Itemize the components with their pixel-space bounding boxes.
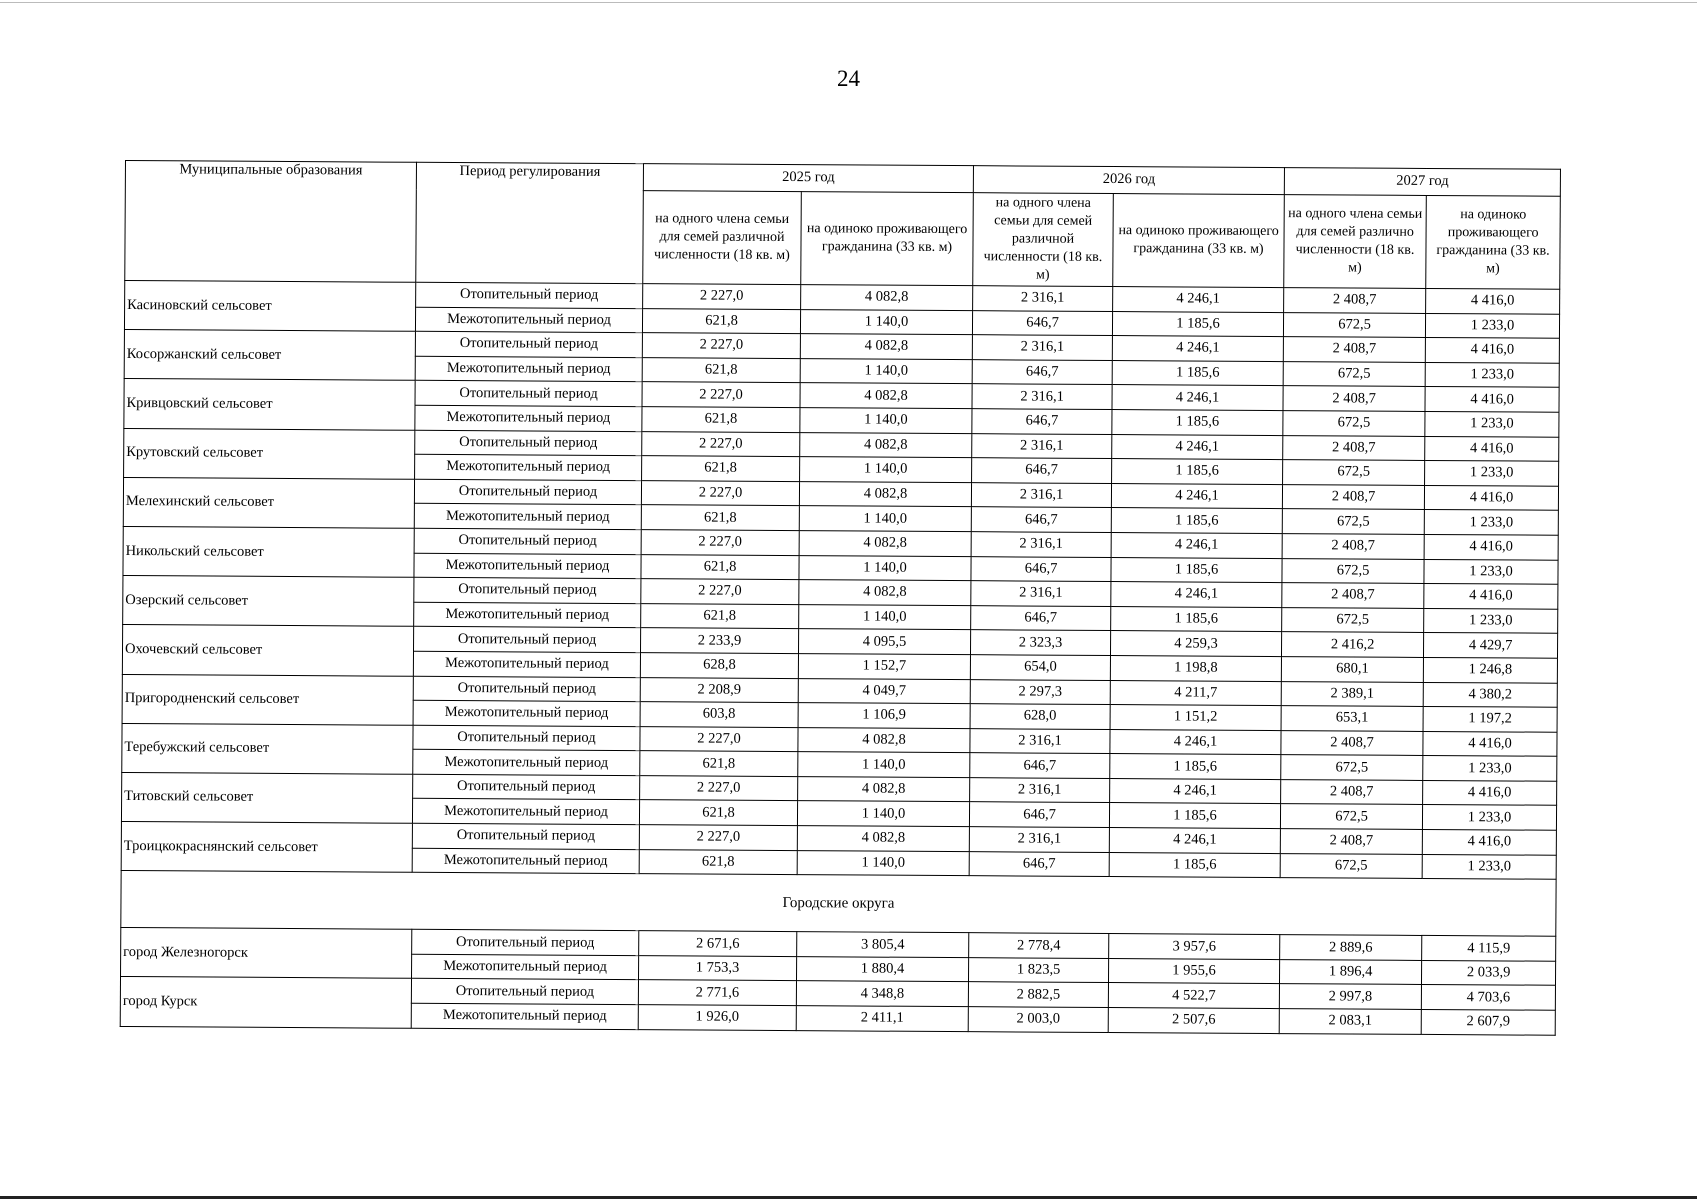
value-2025-single: 1 140,0 <box>799 604 971 630</box>
value-2025-family: 621,8 <box>640 751 798 777</box>
period-non-heating: Межотопительный период <box>413 651 640 677</box>
value-2025-family: 2 233,9 <box>641 628 799 654</box>
value-2025-single: 1 140,0 <box>799 555 971 581</box>
period-non-heating: Межотопительный период <box>415 356 642 382</box>
period-heating: Отопительный период <box>412 823 639 849</box>
header-year-2025: 2025 год <box>643 164 973 193</box>
value-2025-single: 1 140,0 <box>800 358 972 384</box>
value-2026-single: 1 185,6 <box>1111 508 1282 534</box>
value-2027-single: 4 115,9 <box>1422 936 1556 961</box>
value-2027-family: 2 997,8 <box>1279 984 1421 1009</box>
period-heating: Отопительный период <box>415 331 642 357</box>
value-2026-family: 628,0 <box>970 704 1110 729</box>
value-2027-family: 672,5 <box>1281 755 1423 780</box>
value-2027-single: 4 416,0 <box>1426 288 1560 313</box>
value-2027-family: 2 408,7 <box>1284 288 1426 313</box>
value-2027-single: 4 416,0 <box>1425 338 1559 363</box>
period-non-heating: Межотопительный период <box>413 750 640 776</box>
period-non-heating: Межотопительный период <box>412 954 639 980</box>
city-section <box>121 871 1556 937</box>
value-2025-single: 4 049,7 <box>798 678 970 704</box>
value-2025-single: 4 082,8 <box>798 776 970 802</box>
municipality-name: Косоржанский сельсовет <box>124 330 415 381</box>
value-2026-single: 4 246,1 <box>1112 434 1283 460</box>
value-2025-single: 4 082,8 <box>799 481 971 507</box>
city-rows <box>120 928 1556 1035</box>
value-2025-single: 4 082,8 <box>799 531 971 557</box>
header-year-2026: 2026 год <box>973 166 1284 195</box>
value-2027-single: 1 233,0 <box>1422 805 1556 830</box>
value-2025-single: 4 082,8 <box>800 432 972 458</box>
value-2025-family: 2 227,0 <box>641 530 799 556</box>
value-2027-single: 1 233,0 <box>1425 313 1559 338</box>
period-heating: Отопительный период <box>413 774 640 800</box>
period-heating: Отопительный период <box>415 430 642 456</box>
value-2025-family: 603,8 <box>640 702 798 728</box>
municipality-name: Троицкокраснянский сельсовет <box>121 822 412 873</box>
value-2026-family: 646,7 <box>972 310 1112 335</box>
value-2026-single: 1 185,6 <box>1111 606 1282 632</box>
value-2026-family: 2 003,0 <box>968 1007 1108 1032</box>
value-2027-single: 1 246,8 <box>1423 657 1557 682</box>
value-2026-family: 2 316,1 <box>969 827 1109 852</box>
value-2027-family: 2 408,7 <box>1283 337 1425 362</box>
value-2026-single: 4 246,1 <box>1113 287 1284 313</box>
value-2025-single: 4 095,5 <box>798 629 970 655</box>
value-2027-family: 2 408,7 <box>1282 583 1424 608</box>
value-2025-family: 2 227,0 <box>640 726 798 752</box>
period-non-heating: Межотопительный период <box>412 799 639 825</box>
value-2027-single: 4 416,0 <box>1423 731 1557 756</box>
value-2026-single: 4 522,7 <box>1108 983 1279 1009</box>
value-2026-single: 1 185,6 <box>1111 557 1282 583</box>
top-edge-line <box>0 2 1697 3</box>
municipality-name: Кривцовский сельсовет <box>124 379 415 430</box>
value-2026-single: 4 246,1 <box>1110 729 1281 755</box>
value-2025-family: 2 227,0 <box>642 333 800 359</box>
value-2025-family: 2 227,0 <box>641 480 799 506</box>
tariff-table <box>120 160 1561 1035</box>
value-2025-family: 621,8 <box>642 456 800 482</box>
value-2027-family: 2 416,2 <box>1282 632 1424 657</box>
value-2025-family: 2 771,6 <box>638 980 796 1006</box>
value-2027-single: 4 380,2 <box>1423 682 1557 707</box>
value-2025-family: 2 208,9 <box>640 677 798 703</box>
value-2026-family: 646,7 <box>971 507 1111 532</box>
period-non-heating: Межотопительный период <box>415 307 642 333</box>
value-2027-single: 4 416,0 <box>1422 830 1556 855</box>
value-2026-single: 4 246,1 <box>1111 532 1282 558</box>
value-2027-single: 4 416,0 <box>1425 436 1559 461</box>
value-2027-single: 4 416,0 <box>1424 584 1558 609</box>
value-2026-family: 2 316,1 <box>971 532 1111 557</box>
value-2025-single: 4 082,8 <box>797 826 969 852</box>
value-2027-single: 1 233,0 <box>1425 362 1559 387</box>
municipality-name: Касиновский сельсовет <box>124 281 415 332</box>
period-heating: Отопительный период <box>414 577 641 603</box>
value-2026-single: 1 185,6 <box>1112 360 1283 386</box>
value-2025-single: 1 140,0 <box>800 309 972 335</box>
municipality-name: город Курск <box>120 977 411 1028</box>
value-2027-single: 4 416,0 <box>1425 387 1559 412</box>
value-2027-family: 672,5 <box>1282 607 1424 632</box>
value-2025-family: 2 227,0 <box>642 431 800 457</box>
value-2026-single: 3 957,6 <box>1109 934 1280 960</box>
value-2026-single: 4 246,1 <box>1112 336 1283 362</box>
value-2025-family: 1 753,3 <box>639 955 797 981</box>
value-2026-single: 2 507,6 <box>1108 1008 1279 1034</box>
value-2026-family: 2 882,5 <box>968 982 1108 1007</box>
value-2026-single: 4 246,1 <box>1110 778 1281 804</box>
value-2025-family: 628,8 <box>640 653 798 679</box>
period-heating: Отопительный период <box>413 676 640 702</box>
value-2025-family: 621,8 <box>642 407 800 433</box>
value-2025-family: 2 671,6 <box>639 931 797 957</box>
value-2025-single: 1 140,0 <box>800 457 972 483</box>
value-2025-single: 3 805,4 <box>797 932 969 958</box>
value-2026-single: 1 185,6 <box>1112 459 1283 485</box>
value-2027-family: 672,5 <box>1283 361 1425 386</box>
value-2026-family: 646,7 <box>972 409 1112 434</box>
value-2025-family: 621,8 <box>642 357 800 383</box>
value-2025-single: 1 140,0 <box>797 850 969 876</box>
table-header <box>125 161 1561 290</box>
value-2026-family: 646,7 <box>972 359 1112 384</box>
value-2026-family: 1 823,5 <box>969 958 1109 983</box>
period-non-heating: Межотопительный период <box>414 553 641 579</box>
value-2027-family: 2 083,1 <box>1279 1009 1421 1034</box>
period-heating: Отопительный период <box>413 725 640 751</box>
value-2026-single: 1 185,6 <box>1112 311 1283 337</box>
period-heating: Отопительный период <box>414 528 641 554</box>
value-2025-family: 2 227,0 <box>641 579 799 605</box>
value-2025-family: 2 227,0 <box>642 382 800 408</box>
value-2025-single: 1 140,0 <box>800 408 972 434</box>
value-2027-family: 2 389,1 <box>1281 681 1423 706</box>
municipality-name: Теребужский сельсовет <box>122 723 413 774</box>
period-heating: Отопительный период <box>415 381 642 407</box>
header-2025-single: на одиноко проживающего гражданина (33 кв. м) <box>801 192 974 286</box>
period-heating: Отопительный период <box>416 282 643 308</box>
municipality-name: Пригородненский сельсовет <box>122 674 413 725</box>
municipality-name: Никольский сельсовет <box>123 526 414 577</box>
value-2027-family: 672,5 <box>1283 460 1425 485</box>
value-2027-family: 2 408,7 <box>1282 534 1424 559</box>
value-2026-single: 1 185,6 <box>1109 803 1280 829</box>
bottom-edge-line <box>0 1196 1697 1199</box>
value-2027-single: 1 233,0 <box>1424 559 1558 584</box>
value-2027-single: 1 233,0 <box>1425 411 1559 436</box>
value-2026-family: 646,7 <box>972 458 1112 483</box>
municipality-name: Озерский сельсовет <box>123 576 414 627</box>
value-2025-single: 1 140,0 <box>798 752 970 778</box>
value-2025-single: 4 082,8 <box>800 383 972 409</box>
value-2025-single: 1 140,0 <box>799 506 971 532</box>
value-2025-single: 4 082,8 <box>800 334 972 360</box>
value-2027-single: 1 233,0 <box>1422 854 1556 879</box>
value-2026-family: 646,7 <box>969 802 1109 827</box>
value-2026-family: 2 323,3 <box>971 630 1111 655</box>
value-2027-single: 1 197,2 <box>1423 707 1557 732</box>
period-non-heating: Межотопительный период <box>414 504 641 530</box>
value-2025-family: 621,8 <box>639 849 797 875</box>
value-2027-family: 653,1 <box>1281 706 1423 731</box>
value-2026-family: 646,7 <box>969 851 1109 876</box>
value-2026-family: 2 316,1 <box>970 778 1110 803</box>
value-2026-family: 2 778,4 <box>969 933 1109 958</box>
period-non-heating: Межотопительный период <box>415 405 642 431</box>
period-non-heating: Межотопительный период <box>411 1003 638 1029</box>
value-2025-family: 2 227,0 <box>643 284 801 310</box>
rural-section <box>121 281 1560 880</box>
value-2026-family: 654,0 <box>970 655 1110 680</box>
value-2027-single: 4 416,0 <box>1423 780 1557 805</box>
value-2027-family: 672,5 <box>1283 411 1425 436</box>
value-2026-family: 2 316,1 <box>972 384 1112 409</box>
header-municipality: Муниципальные образования <box>125 161 417 283</box>
value-2025-single: 1 880,4 <box>796 956 968 982</box>
value-2027-single: 1 233,0 <box>1425 461 1559 486</box>
municipality-name: Охочевский сельсовет <box>122 625 413 676</box>
period-heating: Отопительный период <box>414 479 641 505</box>
value-2027-single: 4 416,0 <box>1424 485 1558 510</box>
value-2026-family: 2 316,1 <box>972 433 1112 458</box>
value-2027-family: 680,1 <box>1281 656 1423 681</box>
value-2027-single: 2 033,9 <box>1422 960 1556 985</box>
period-heating: Отопительный период <box>414 627 641 653</box>
value-2027-family: 2 408,7 <box>1283 435 1425 460</box>
value-2026-single: 4 259,3 <box>1111 631 1282 657</box>
value-2025-single: 4 082,8 <box>798 727 970 753</box>
municipality-name: Титовский сельсовет <box>121 772 412 823</box>
period-non-heating: Межотопительный период <box>413 700 640 726</box>
value-2026-single: 1 151,2 <box>1110 705 1281 731</box>
value-2026-family: 646,7 <box>970 753 1110 778</box>
period-non-heating: Межотопительный период <box>415 454 642 480</box>
value-2027-single: 1 233,0 <box>1423 756 1557 781</box>
value-2026-family: 2 297,3 <box>970 679 1110 704</box>
header-year-2027: 2027 год <box>1284 168 1560 197</box>
value-2026-family: 2 316,1 <box>972 335 1112 360</box>
value-2025-family: 621,8 <box>642 308 800 334</box>
value-2027-single: 4 416,0 <box>1424 534 1558 559</box>
value-2027-single: 1 233,0 <box>1424 608 1558 633</box>
header-2027-single: на одиноко проживающего гражданина (33 кв. м) <box>1426 195 1561 289</box>
value-2025-single: 1 106,9 <box>798 703 970 729</box>
value-2027-single: 2 607,9 <box>1421 1009 1555 1034</box>
value-2025-family: 1 926,0 <box>638 1005 796 1031</box>
value-2027-family: 672,5 <box>1283 312 1425 337</box>
value-2025-family: 621,8 <box>641 554 799 580</box>
header-2026-family: на одного члена семьи для семей различной численности (18 кв. м) <box>973 193 1114 287</box>
header-period: Период регулирования <box>416 162 644 283</box>
value-2027-family: 672,5 <box>1282 509 1424 534</box>
value-2025-single: 4 082,8 <box>801 285 973 311</box>
value-2026-single: 1 185,6 <box>1109 852 1280 878</box>
value-2027-family: 2 889,6 <box>1280 935 1422 960</box>
value-2027-family: 2 408,7 <box>1282 484 1424 509</box>
value-2027-family: 2 408,7 <box>1283 386 1425 411</box>
value-2025-single: 1 140,0 <box>797 801 969 827</box>
value-2027-family: 672,5 <box>1282 558 1424 583</box>
section-title: Городские округа <box>121 871 1556 937</box>
period-non-heating: Межотопительный период <box>412 848 639 874</box>
value-2025-single: 4 082,8 <box>799 580 971 606</box>
value-2026-single: 4 246,1 <box>1109 828 1280 854</box>
value-2027-family: 1 896,4 <box>1280 959 1422 984</box>
value-2027-single: 4 703,6 <box>1421 985 1555 1010</box>
value-2026-single: 1 955,6 <box>1109 958 1280 984</box>
value-2027-family: 672,5 <box>1280 804 1422 829</box>
value-2025-family: 621,8 <box>641 603 799 629</box>
value-2026-single: 1 185,6 <box>1112 410 1283 436</box>
value-2026-single: 4 246,1 <box>1111 483 1282 509</box>
municipality-name: город Железногорск <box>121 928 412 979</box>
value-2026-single: 1 198,8 <box>1110 655 1281 681</box>
value-2027-family: 2 408,7 <box>1281 730 1423 755</box>
value-2027-family: 2 408,7 <box>1280 829 1422 854</box>
value-2026-family: 646,7 <box>971 605 1111 630</box>
header-2025-family: на одного члена семьи для семей различной численности (18 кв. м) <box>643 191 802 285</box>
value-2026-single: 4 246,1 <box>1111 582 1282 608</box>
municipality-name: Крутовский сельсовет <box>124 428 415 479</box>
value-2027-family: 672,5 <box>1280 853 1422 878</box>
value-2025-family: 621,8 <box>639 800 797 826</box>
value-2026-family: 2 316,1 <box>971 482 1111 507</box>
value-2025-single: 2 411,1 <box>796 1006 968 1032</box>
period-non-heating: Межотопительный период <box>414 602 641 628</box>
value-2026-single: 4 211,7 <box>1110 680 1281 706</box>
value-2026-family: 2 316,1 <box>971 581 1111 606</box>
value-2026-family: 646,7 <box>971 556 1111 581</box>
value-2025-family: 2 227,0 <box>640 776 798 802</box>
period-heating: Отопительный период <box>412 930 639 956</box>
period-heating: Отопительный период <box>411 979 638 1005</box>
value-2026-family: 2 316,1 <box>970 728 1110 753</box>
header-2026-single: на одиноко проживающего гражданина (33 кв. м) <box>1113 194 1285 288</box>
value-2027-single: 4 429,7 <box>1424 633 1558 658</box>
value-2025-family: 2 227,0 <box>639 825 797 851</box>
page-number: 24 <box>837 66 860 91</box>
value-2025-single: 4 348,8 <box>796 981 968 1007</box>
value-2025-family: 621,8 <box>641 505 799 531</box>
value-2026-family: 2 316,1 <box>973 286 1113 311</box>
value-2025-single: 1 152,7 <box>798 654 970 680</box>
value-2026-single: 1 185,6 <box>1110 754 1281 780</box>
municipality-name: Мелехинский сельсовет <box>123 477 414 528</box>
header-2027-family: на одного члена семьи для семей различно численности (18 кв. м) <box>1284 195 1427 289</box>
value-2026-single: 4 246,1 <box>1112 385 1283 411</box>
value-2027-family: 2 408,7 <box>1281 779 1423 804</box>
value-2027-single: 1 233,0 <box>1424 510 1558 535</box>
